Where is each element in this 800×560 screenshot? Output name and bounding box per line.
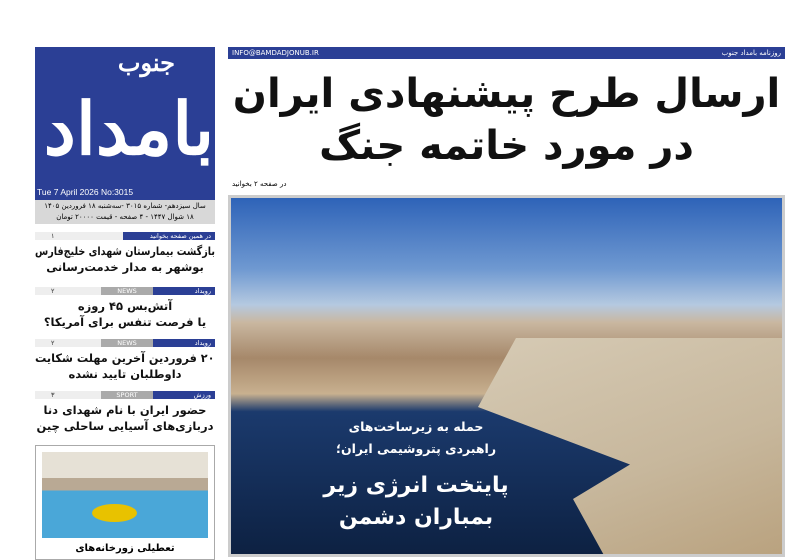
section-tag: SPORT [101,391,153,399]
section-label: ورزش [153,391,215,399]
section-tag: NEWS [101,287,153,295]
main-headline[interactable] [228,68,785,172]
photo-title: بمباران دشمن [338,505,494,530]
item-title: حضور ایران با نام شهدای دنا [43,403,207,417]
photo-title: پایتخت انرژی زیر [323,473,509,498]
email-link[interactable]: INFO@BAMDADJONUB.IR [232,49,319,57]
logo-big-text: بامداد [43,86,215,171]
sidebar-item[interactable] [35,287,215,330]
page-number: ۲ [35,339,101,347]
section-tag: NEWS [101,339,153,347]
item-title: یا فرصت تنفس برای آمریکا؟ [43,315,207,329]
date-english: Tue 7 April 2026 No:3015 [37,187,134,197]
headline-line: ارسال طرح پیشنهادی ایران [232,71,781,117]
item-title: دربازی‌های آسیایی ساحلی چین [36,419,214,433]
top-bar [228,47,785,59]
sidebar-item[interactable] [35,339,215,382]
masthead-logo [35,47,215,200]
date-hijri: ۱۸ شوال ۱۴۴۷ - ۴ صفحه - قیمت ۲۰۰۰۰ تومان [56,213,194,221]
kicker: راهبردی پتروشیمی ایران؛ [335,441,497,456]
item-title: داوطلبان تایید نشده [68,367,182,381]
item-title: بوشهر به مدار خدمت‌رسانی [46,260,204,274]
section-label: در همین صفحه بخوانید [123,232,215,240]
sidebar-item[interactable] [35,232,215,275]
page-number: ۲ [35,287,101,295]
headline-line: در مورد خاتمه جنگ [319,123,694,169]
section-label: رویداد [153,287,215,295]
sidebar-item[interactable] [35,391,215,434]
section-label: رویداد [153,339,215,347]
page-number: ۱ [35,232,123,240]
page-reference: در صفحه ۲ بخوانید [232,180,287,188]
logo-small-text: جنوب [117,48,175,77]
photo-box[interactable] [35,445,215,560]
photo-overlay-text [271,416,561,534]
main-photo[interactable] [228,195,785,557]
kicker: حمله به زیرساخت‌های [348,419,484,434]
photo-caption: تعطیلی زورخانه‌های [75,543,175,554]
date-persian: سال سیزدهم- شماره ۳۰۱۵ -سه‌شنبه ۱۸ فروردین ۱۴۰۵ [44,202,206,210]
item-title: آتش‌بس ۴۵ روزه [77,299,173,313]
zurkhaneh-photo [42,452,208,538]
page-number: ۳ [35,391,101,399]
item-title: ۲۰ فروردین آخرین مهلت شکایت [35,351,215,365]
paper-name: روزنامه بامداد جنوب [721,49,781,57]
item-title: بازگشت بیمارستان شهدای خلیج‌فارس [35,244,215,258]
date-strip [35,200,215,224]
